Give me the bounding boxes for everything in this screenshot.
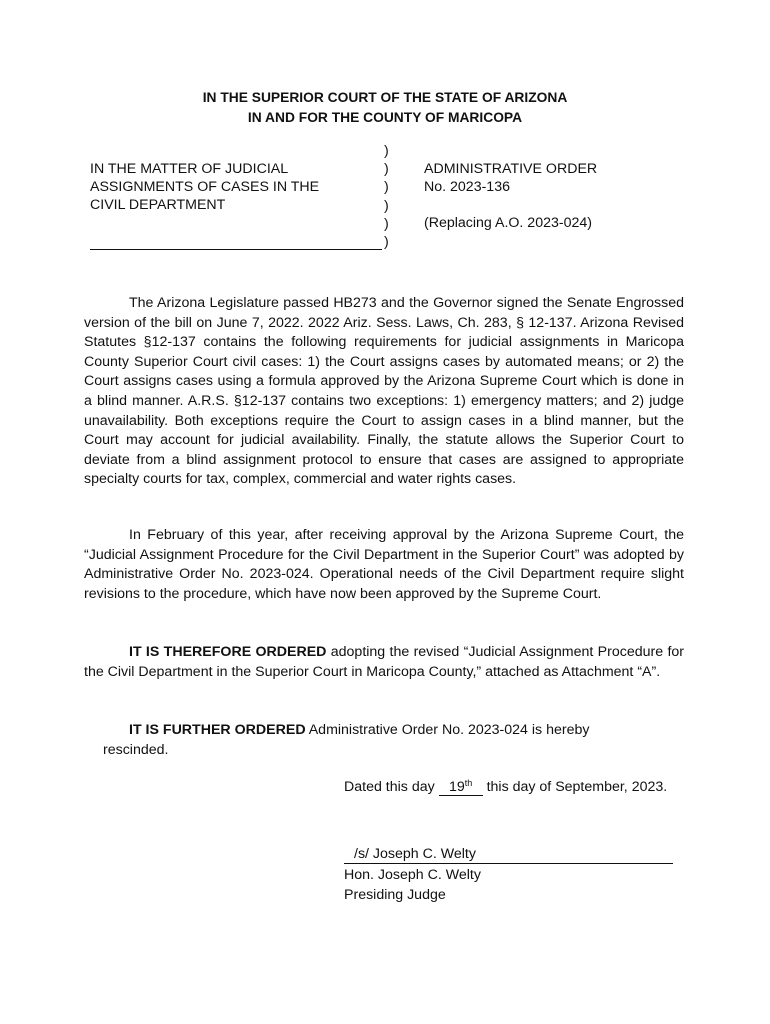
dated-prefix: Dated this day [344,779,439,795]
signer-name: Hon. Joseph C. Welty [344,867,481,883]
court-header [0,88,770,127]
replacing-note: (Replacing A.O. 2023-024) [424,215,592,231]
order-type: ADMINISTRATIVE ORDER [424,161,598,177]
caption-paren: ) [384,161,389,178]
signature-line [344,846,673,864]
caption-paren: ) [384,143,389,159]
paragraph-text: In February of this year, after receiving approval by the Arizona Supreme Court, the “Judicial Assignment Procedure for the Civil Department in the Superior Court” was adopted by Administrative Order No. 2023-024. Operational needs of the Civil Department require slight revisions to the procedure, which have now been approved by the Supreme Court. [84,527,684,602]
caption-matter-line: IN THE MATTER OF JUDICIAL [90,161,289,177]
caption-parentheses [384,142,389,251]
further-order-continuation: rescinded. [103,741,169,758]
caption-divider-line [90,249,382,250]
order-identifier [424,160,597,196]
caption-matter-line: ASSIGNMENTS OF CASES IN THE [90,179,320,196]
caption-paren: ) [384,234,389,251]
dated-day-field [439,779,483,796]
body-paragraph-2 [84,526,684,604]
caption-paren: ) [384,215,389,232]
order-clause-heading: IT IS THEREFORE ORDERED [129,644,327,660]
dated-line [344,778,667,798]
further-order-paragraph [84,721,684,760]
caption-matter-line: CIVIL DEPARTMENT [90,197,226,214]
order-number: No. 2023-136 [424,179,510,196]
further-order-text: Administrative Order No. 2023-024 is hereby [305,722,590,738]
dated-day: 19 [448,779,465,795]
dated-suffix: this day of September, 2023. [482,779,668,795]
court-header-line2: IN AND FOR THE COUNTY OF MARICOPA [247,109,523,125]
electronic-signature: /s/ Joseph C. Welty [354,846,476,862]
caption-paren: ) [384,197,389,214]
court-header-line1: IN THE SUPERIOR COURT OF THE STATE OF ARIZONA [202,90,568,105]
caption-paren: ) [384,179,389,196]
order-clause-text: adopting the revised “Judicial Assignment Procedure for the Civil Department in the Superior Court in Maricopa County,” attached as Attachment “A”. [84,644,684,680]
signer-title: Presiding Judge [344,887,446,903]
further-order-heading: IT IS FURTHER ORDERED [129,722,306,738]
paragraph-text: The Arizona Legislature passed HB273 and the Governor signed the Senate Engrossed version of the bill on June 7, 2022. 2022 Ariz. Sess. Laws, Ch. 283, § 12-137. Arizona Revised Statutes §12-137 contains the following requirements for judicial assignments in Maricopa County Superior Court civil cases: 1) the Court assigns cases by automated means; or 2) the Court assigns cases using a formula approved by the Arizona Supreme Court which is done in a blind manner. A.R.S. §12-137 contains two exceptions: 1) emergency matters; and 2) judge unavailability. Both exceptions require the Court to assign cases in a blind manner, but the Court may account for judicial availability. Finally, the statute allows the Superior Court to deviate from a blind assignment protocol to ensure that cases are assigned to appropriate specialty courts for tax, complex, commercial and water rights cases. [84,295,684,488]
order-paragraph [84,643,684,682]
body-paragraph-1 [84,294,684,490]
dated-day-suffix: th [464,778,473,788]
case-caption-matter [90,160,370,215]
